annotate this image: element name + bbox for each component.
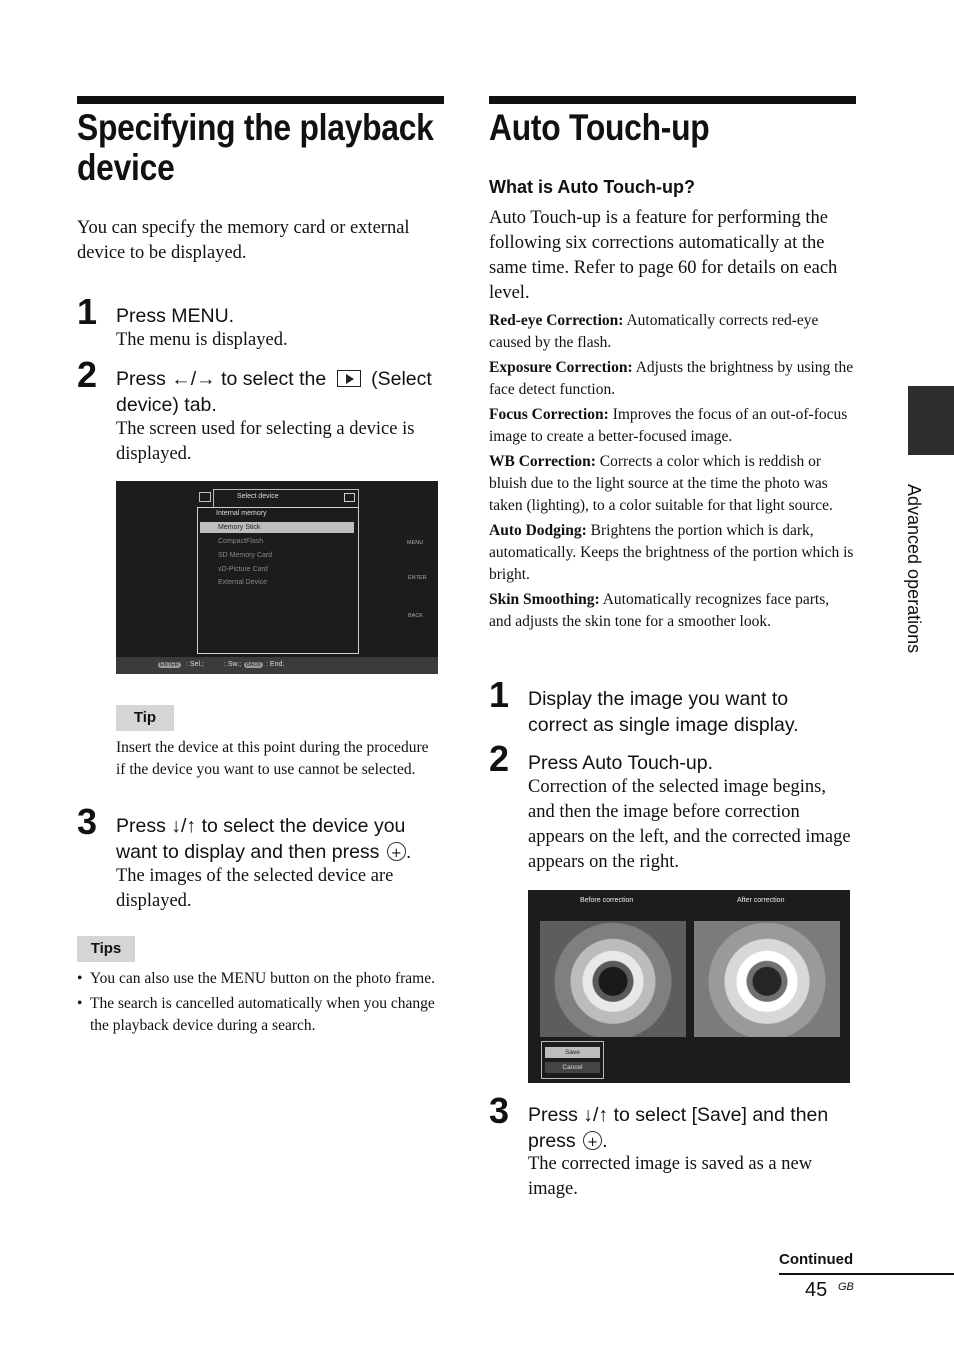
after-label: After correction [737,897,785,904]
tips-item: • You can also use the MENU button on the photo frame. [77,970,435,987]
step-body: The images of the selected device are displayed. [116,866,394,911]
step-title-part: . [602,1130,608,1152]
menu-hint: MENU [407,540,424,546]
search-icon [199,492,211,502]
right-intro: Auto Touch-up is a feature for performing the following six corrections automatically at the same time. Refer to page 60 for details on each level. [489,208,838,303]
save-cancel-menu [541,1041,604,1079]
device-item[interactable]: xD-Picture Card [218,566,268,573]
subhead: What is Auto Touch-up? [489,177,695,197]
step-title-part: . [405,841,412,863]
step-title [116,813,441,865]
device-item[interactable]: Memory Stick [218,524,261,531]
enter-hint: ENTER [408,575,427,581]
correction-item: Red-eye Correction: Automatically corrects red-eye caused by the flash. [489,312,819,351]
step-number: 2 [77,354,98,395]
tips-item: • The search is cancelled automatically when you change the playback device during a search. [77,995,435,1034]
step-body: The corrected image is saved as a new image. [528,1154,813,1199]
step-title: Press MENU. [116,305,235,327]
step-number: 1 [489,674,510,715]
footer-rule [779,1273,954,1275]
step-title: Press Auto Touch-up. [528,752,714,774]
correction-item: Skin Smoothing: Automatically recognizes face parts, and adjusts the skin tone for a smoother look. [489,591,830,630]
enter-button-icon [387,842,406,861]
auto-touchup-screen [528,890,850,1083]
step-body: The menu is displayed. [116,330,288,350]
left-title-rule [77,96,444,104]
hint-end: : End. [266,661,285,668]
left-intro: You can specify the memory card or external device to be displayed. [77,218,410,263]
after-image [694,921,840,1037]
save-button[interactable]: Save [545,1047,600,1058]
step-title-part: Press ←/→ to select the [116,368,327,390]
enter-key-icon: ENTER [160,662,179,668]
before-image [540,921,686,1037]
step-title [528,1102,853,1154]
step-title-part: Press ↓/↑ to select [Save] and then press [528,1104,829,1152]
right-title: Auto Touch-up [489,107,710,148]
toolbox-icon [344,493,355,502]
select-device-tab [213,489,359,508]
select-device-tab-icon [337,370,361,387]
tips-badge: Tips [77,936,135,962]
corrections-list [489,310,855,636]
hint-select: : Sel.; [186,661,204,668]
right-title-rule [489,96,856,104]
back-key-icon: BACK [246,662,261,668]
screen-hint-bar [116,657,438,674]
step-title-part: Press ↓/↑ to select the device you want to display and then press [116,815,406,863]
before-label: Before correction [580,897,634,904]
step-number: 3 [77,801,98,842]
section-tab-marker [908,386,954,455]
step-number: 3 [489,1090,510,1131]
correction-item: Auto Dodging: Brightens the portion which is dark, automatically. Keeps the brightness of the portion which is bright. [489,522,854,583]
step-number: 2 [489,738,510,779]
correction-item: Exposure Correction: Adjusts the brightness by using the face detect function. [489,359,854,398]
region-code: GB [838,1281,854,1293]
back-hint: BACK [408,613,423,619]
step-body: Correction of the selected image begins, and then the image before correction appears on the left, and the corrected image appears on the right. [528,777,851,872]
left-title-line2: device [77,147,175,188]
tip-badge: Tip [116,705,174,731]
page-number: 45 [805,1279,828,1301]
step-title [116,366,441,418]
step-number: 1 [77,291,98,332]
device-item[interactable]: External Device [218,579,268,586]
section-side-label: Advanced operations [904,484,924,654]
tab-label: Select device [237,493,279,500]
tip-text: Insert the device at this point during the procedure if the device you want to use cannot be selected. [116,739,429,778]
select-device-screen [116,481,438,674]
device-item[interactable]: SD Memory Card [218,552,273,559]
left-title-line1: Specifying the playback [77,107,434,148]
device-item[interactable]: CompactFlash [218,538,264,545]
cancel-button[interactable]: Cancel [545,1062,600,1073]
step-body: The screen used for selecting a device is displayed. [116,419,415,464]
step-title-part: (Select device) tab. [116,368,432,416]
correction-item: WB Correction: Corrects a color which is reddish or bluish due to the light source at the time the photo was taken (lighting), to a color suitable for that light source. [489,453,833,514]
step-title: Display the image you want to correct as single image display. [528,688,799,736]
enter-button-icon [583,1131,602,1150]
tips-list [77,968,442,1037]
continued-label: Continued [779,1251,854,1268]
hint-switch: : Sw.; [224,661,242,668]
correction-item: Focus Correction: Improves the focus of an out-of-focus image to create a better-focused image. [489,406,848,445]
device-item[interactable]: Internal memory [216,510,267,517]
